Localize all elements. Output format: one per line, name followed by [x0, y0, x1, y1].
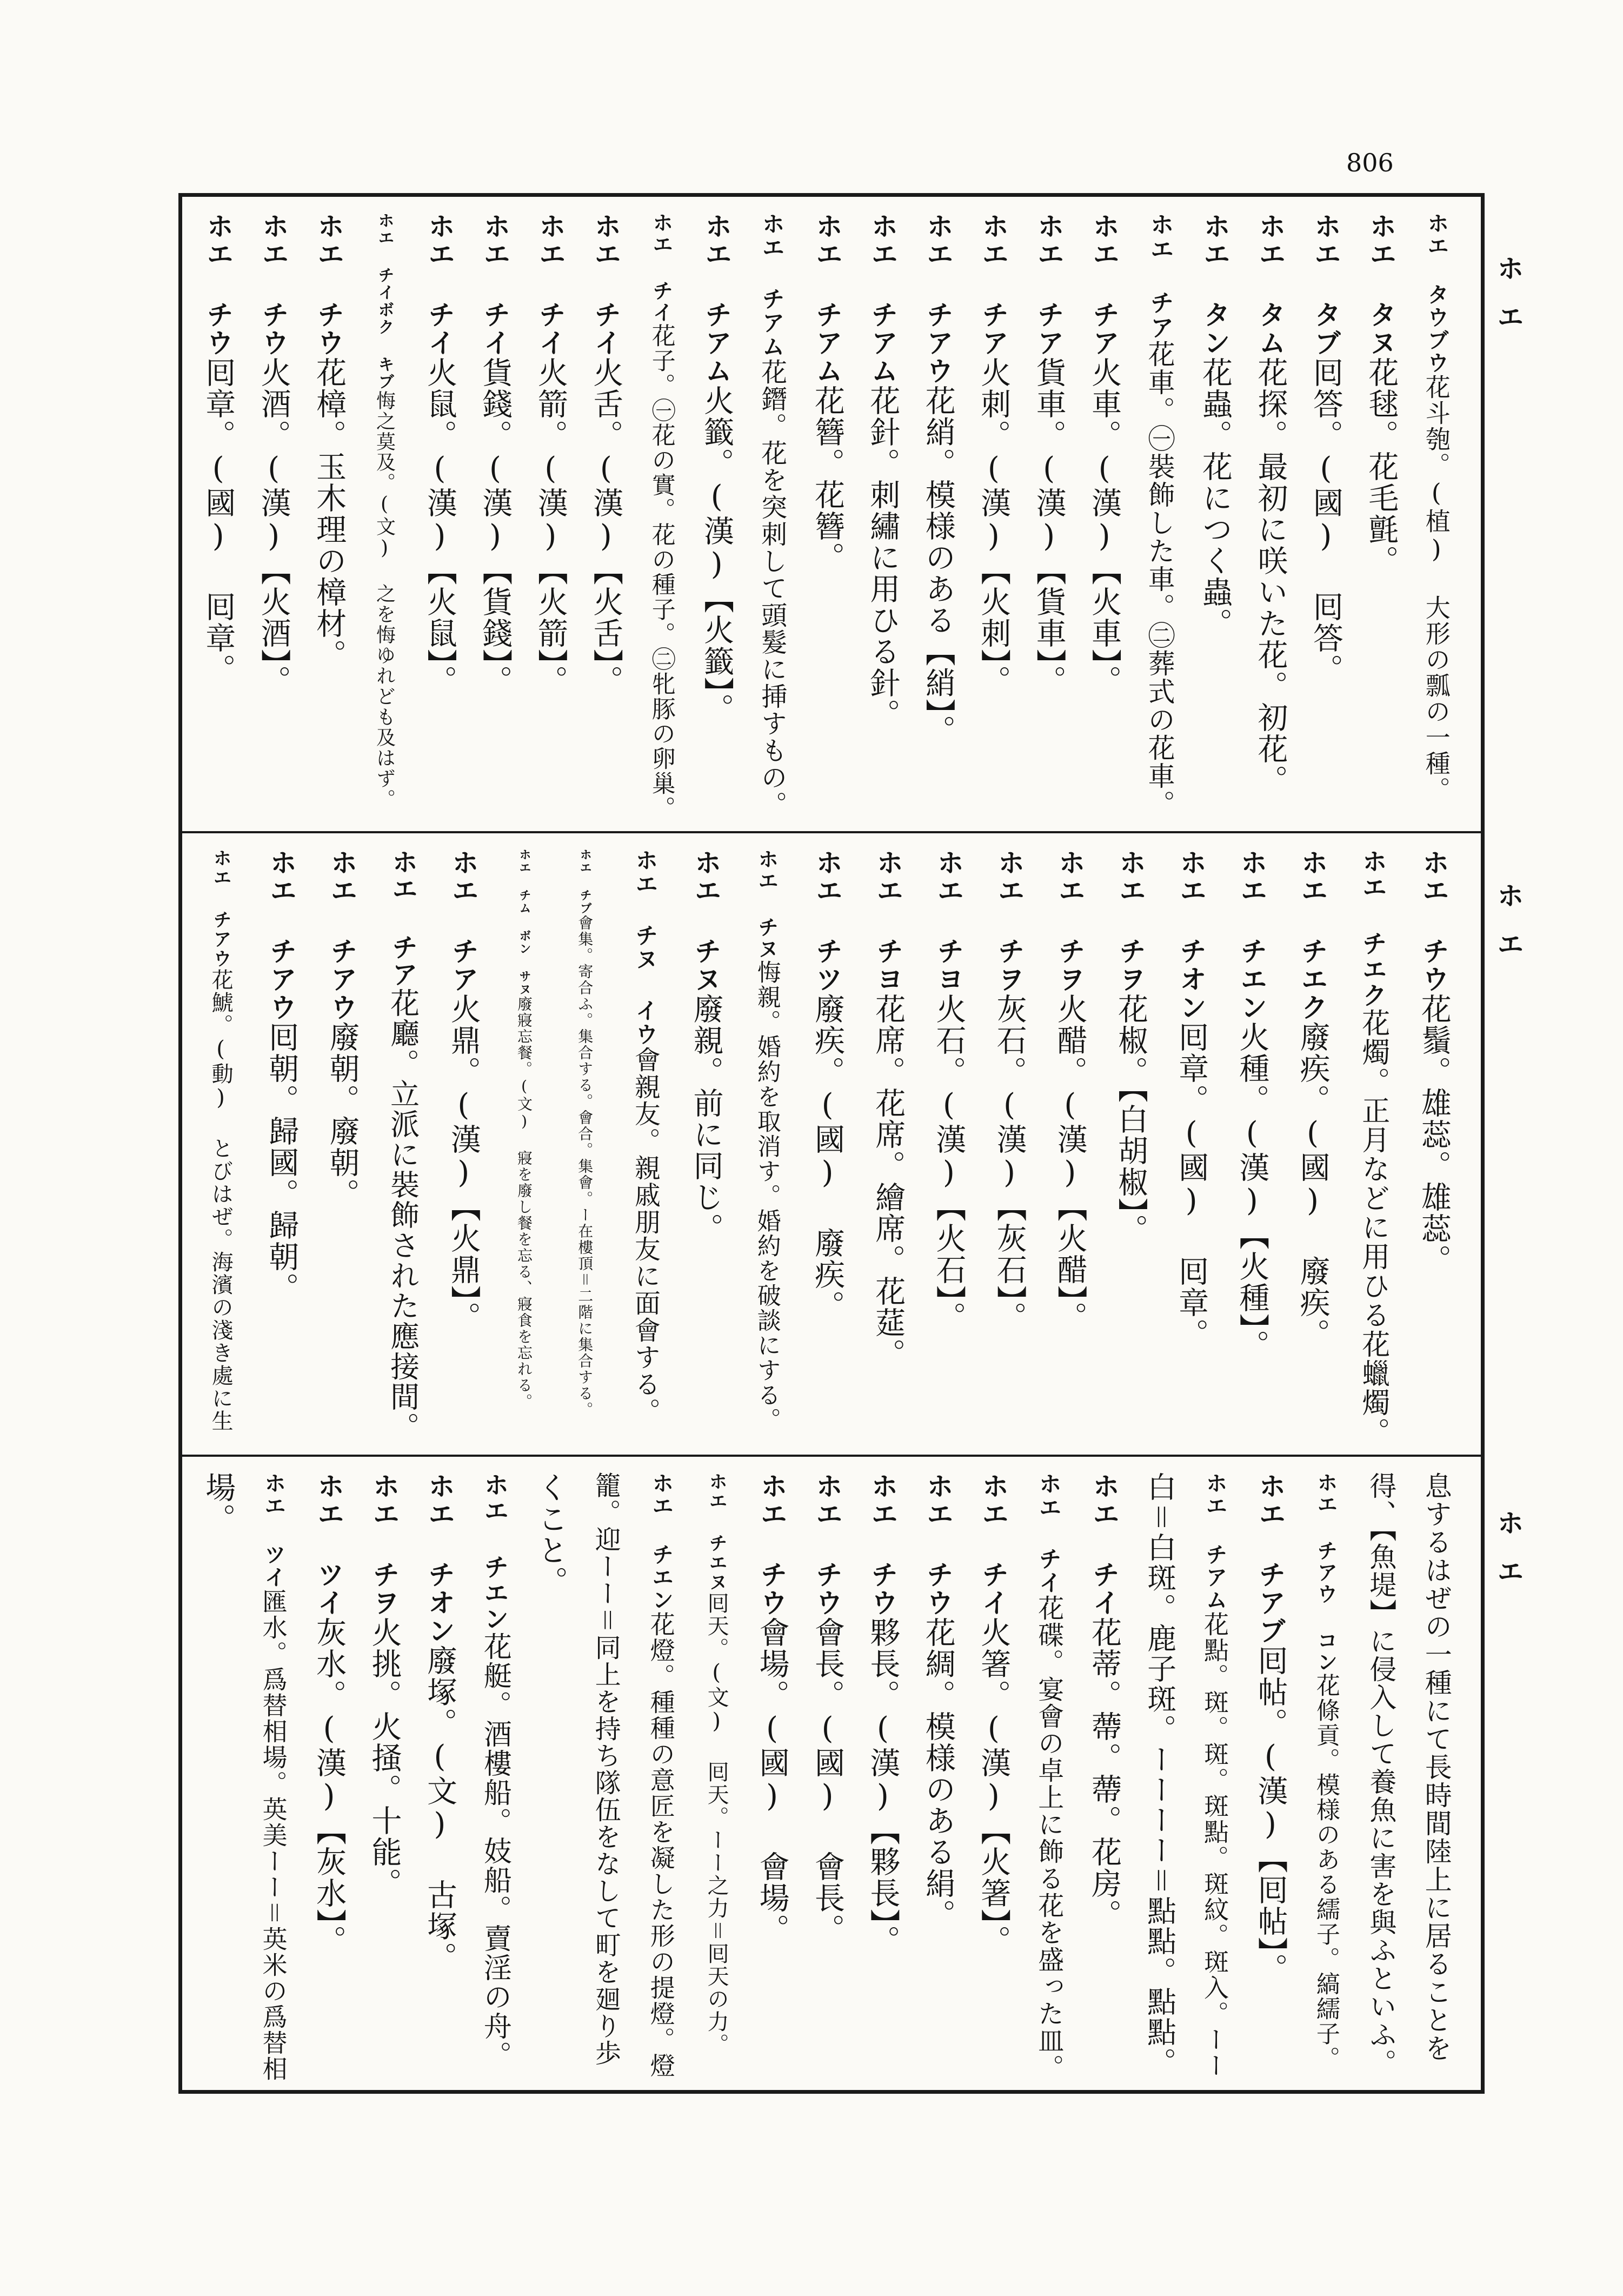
entry-reading: ホエ チアム	[759, 212, 786, 359]
entry-definition: 花廳。立派に裝飾された應接間。	[385, 988, 420, 1442]
entry-column	[697, 1472, 736, 2056]
entry-column	[1361, 1472, 1400, 2077]
entry-column	[697, 212, 736, 725]
entry-column	[309, 1472, 348, 1956]
entry-column	[198, 1472, 237, 1535]
entry-column	[201, 848, 240, 1432]
entry-column	[531, 1472, 570, 1597]
entry-reading: ホエ タン	[1199, 212, 1231, 357]
entry-column	[531, 212, 570, 696]
entry-definition: 囘帖。(漢)【囘帖】。	[1253, 1645, 1288, 1985]
entry-definition: 花綃。模様のある【綃】。	[920, 385, 956, 746]
entry-definition: 貨錢。(漢)【貨錢】。	[477, 357, 513, 696]
entry-definition: 會集。寄合ふ。集合する。會合。集會。ー在樓頂＝二階に集合する。	[576, 915, 594, 1418]
entry-reading: ホエ チム ボン サヌ	[517, 848, 531, 996]
entry-reading: ホエ チアム	[701, 212, 733, 385]
entry-column	[198, 212, 237, 685]
entry-definition: 花燭。正月などに用ひる花蠟燭。	[1356, 1008, 1389, 1446]
entry-reading: ホエ チイ	[590, 212, 622, 357]
entry-column	[254, 212, 293, 696]
entry-reading: ホエ チアウ	[265, 848, 297, 1021]
entry-reading: ホエ チヲ	[1114, 848, 1146, 993]
entry-column	[420, 1472, 459, 1973]
entry-column	[626, 848, 664, 1425]
entry-definition: 火刺。(漢)【火刺】。	[976, 357, 1012, 696]
entry-definition: 場。	[201, 1472, 236, 1535]
entry-column	[309, 212, 348, 671]
entry-reading: ホエ チツ	[812, 848, 843, 993]
entry-reading: ホエ チオン	[423, 1472, 455, 1645]
entry-reading: ホエ チウ	[313, 212, 345, 357]
entry-reading: ホエ チイ	[649, 212, 673, 323]
entry-definition: 花綢。模様のある絹。	[920, 1617, 956, 1930]
entry-definition: 夥長。(漢)【夥長】。	[865, 1617, 901, 1956]
entry-column	[919, 212, 957, 746]
entry-reading: ホエ チイ	[479, 212, 511, 357]
entry-reading: ホエ チア	[977, 212, 1009, 357]
entry-definition: 廢塚。(文) 古塚。	[422, 1645, 457, 1973]
entry-column	[322, 848, 361, 1210]
entry-definition: 火箭。(漢)【火箭】。	[533, 357, 568, 696]
entry-reading: ホエ チアウ	[326, 848, 358, 1021]
entry-reading: ホエ チウ	[756, 1472, 788, 1617]
entry-definition: 花子。㊀花の實。花の種子。㊁牝豚の卵巢。	[647, 323, 675, 821]
entry-column	[586, 1472, 625, 2067]
entry-definition: 白＝白斑。鹿子斑。ーーーー＝點點。點點。	[1142, 1472, 1177, 2078]
entry-column	[1140, 212, 1179, 818]
entry-reading: ホエ チウ	[257, 212, 289, 357]
entry-reading: ホエ チウ	[1418, 848, 1449, 993]
entry-definition: 囘章。(國) 囘章。	[1174, 1021, 1209, 1350]
entry-column	[808, 848, 847, 1322]
entry-definition: 花針。刺繡に用ひる針。	[865, 385, 901, 730]
entry-column	[475, 1472, 514, 2070]
entry-column	[1354, 848, 1393, 1446]
entry-column	[444, 848, 483, 1333]
entry-definition: 花席。花席。繪席。花莚。	[870, 993, 906, 1370]
entry-reading: ホエ チイボク キブ	[375, 212, 394, 390]
entry-definition: 籠。迎ーー＝同上を持ち隊伍をなして町を廻り歩	[590, 1472, 621, 2067]
entry-reading: ホエ タブ	[1309, 212, 1341, 357]
entry-reading: ホエ チオン	[1175, 848, 1207, 1021]
entry-reading: ホエ チア	[387, 848, 418, 988]
entry-definition: くこと。	[533, 1472, 568, 1597]
entry-column	[1250, 1472, 1289, 1985]
entry-definition: 廢寢忘餐。(文) 寢を廢し餐を忘る、寢食を忘れる。	[515, 996, 534, 1410]
entry-definition: 灰石。(漢)【灰石】。	[992, 993, 1027, 1333]
entry-definition: 花碟。宴會の卓上に飾る花を盛った皿。	[1033, 1595, 1064, 2081]
entry-column	[1417, 1472, 1456, 2062]
entry-definition: 火石。(漢)【火石】。	[931, 993, 967, 1333]
entry-reading: ホエ チヌ イウ	[632, 848, 659, 1046]
entry-reading: ホエ チアム	[1202, 1472, 1228, 1611]
entry-column	[1195, 1472, 1234, 2079]
entry-column	[1250, 212, 1289, 796]
entry-reading: ホエ チエン	[1236, 848, 1268, 1021]
entry-reading: ホエ チアウ	[210, 848, 232, 968]
entry-reading: ホエ チイ	[423, 212, 455, 357]
entry-column	[687, 848, 726, 1244]
entry-column	[919, 1472, 957, 1930]
section-heading: ホエ	[1493, 254, 1524, 351]
entry-column	[808, 212, 847, 573]
entry-column	[365, 1472, 404, 1899]
entry-reading: ホエ チア	[1033, 212, 1065, 357]
entry-reading: ホエ チイ	[1035, 1472, 1062, 1595]
entry-column	[504, 848, 543, 1410]
entry-definition: 花簪。花簪。	[810, 385, 845, 573]
entry-definition: 花蟲。花につく蟲。	[1198, 357, 1233, 639]
entry-reading: ホエ チアム	[867, 212, 899, 385]
entry-reading: ホエ チアウ	[922, 212, 954, 385]
entry-column	[1306, 212, 1345, 685]
entry-definition: 囘答。(國) 囘答。	[1308, 357, 1343, 685]
entry-column	[254, 1472, 293, 2082]
entry-column	[1111, 848, 1150, 1245]
entry-reading: ホエ タム	[1254, 212, 1286, 357]
entry-definition: 悔之莫及。(文) 之を悔ゆれども及はず。	[373, 390, 396, 809]
entry-column	[475, 212, 514, 696]
entry-reading: ホエ チウ	[812, 1472, 843, 1617]
entry-definition: 花鬚。雄蕊。雄蕊。	[1416, 993, 1452, 1276]
entry-reading: ホエ タウブウ	[1424, 212, 1449, 374]
entry-reading: ホエ チヲ	[368, 1472, 400, 1617]
entry-column	[1414, 848, 1453, 1276]
entry-definition: 會親友。親戚朋友に面會する。	[630, 1046, 661, 1425]
entry-definition: 花椒。【白胡椒】。	[1113, 993, 1148, 1245]
entry-column	[1029, 1472, 1068, 2081]
entry-column	[365, 212, 404, 809]
entry-definition: 廢疾。(國) 廢疾。	[810, 993, 845, 1322]
entry-definition: 得、【魚堤】に侵入して養魚に害を與ふといふ。	[1365, 1472, 1397, 2077]
entry-definition: 花鐕。花を突刺して頭髮に挿すもの。	[756, 359, 787, 818]
entry-column	[974, 212, 1013, 696]
entry-reading: ホエ チヲ	[993, 848, 1025, 993]
entry-band-middle	[184, 833, 1479, 1453]
entry-reading: ホエ チエク	[1296, 848, 1328, 1021]
entry-definition: 花樟。玉木理の樟材。	[311, 357, 347, 671]
entry-band-bottom	[184, 1457, 1479, 2091]
entry-column	[974, 1472, 1013, 1956]
entry-reading: ホエ ツイ	[261, 1472, 286, 1589]
entry-definition: 花探。最初に咲いた花。初花。	[1253, 357, 1288, 796]
entry-definition: 花毬。花毛氈。	[1363, 357, 1399, 576]
entry-column	[262, 848, 301, 1304]
entry-definition: 火車。(漢)【火車】。	[1087, 357, 1122, 696]
entry-column	[1361, 212, 1400, 576]
entry-reading: ホエ ツイ	[313, 1472, 345, 1617]
page-number: 806	[1346, 148, 1394, 177]
entry-definition: 火籤。(漢)【火籤】。	[699, 385, 735, 725]
entry-reading: ホエ チアム	[812, 212, 843, 385]
entry-column	[420, 212, 459, 696]
entry-column	[1232, 848, 1271, 1361]
section-heading: ホエ	[1493, 881, 1524, 979]
entry-definition: 廢朝。廢朝。	[324, 1021, 360, 1210]
entry-column	[1306, 1472, 1345, 2071]
entry-reading: ホエ チア	[447, 848, 479, 993]
entry-reading: ホエ タヌ	[1365, 212, 1397, 357]
entry-column	[1085, 1472, 1123, 1930]
entry-column	[642, 212, 681, 821]
entry-reading: ホエ チヨ	[933, 848, 965, 993]
entry-definition: 廢疾。(國) 廢疾。	[1295, 1021, 1331, 1350]
entry-definition: 火鼎。(漢)【火鼎】。	[445, 993, 481, 1333]
entry-reading: ホエ チエヌ	[706, 1472, 728, 1592]
entry-reading: ホエ チア	[1146, 212, 1174, 340]
entry-reading: ホエ チアブ	[1254, 1472, 1286, 1645]
entry-definition: 囘朝。歸國。歸朝。	[264, 1021, 300, 1304]
entry-column	[1085, 212, 1123, 696]
entry-reading: ホエ チエン	[480, 1472, 510, 1632]
entry-column	[1172, 848, 1210, 1350]
entry-definition: 花點。斑。斑。斑點。斑紋。斑入。ーー	[1200, 1611, 1230, 2079]
entry-definition: 花艇。酒樓船。妓船。賣淫の舟。	[478, 1632, 511, 2070]
entry-reading: ホエ チエク	[1358, 848, 1388, 1008]
entry-band-top	[184, 197, 1479, 830]
entry-reading: ホエ チウ	[922, 1472, 954, 1617]
entry-reading: ホエ チエン	[648, 1472, 674, 1611]
entry-definition: 會長。(國) 會長。	[810, 1617, 845, 1945]
entry-reading: ホエ チイ	[977, 1472, 1009, 1617]
entry-definition: 匯水。爲替相場。英美ーー＝英米の爲替相	[258, 1589, 288, 2082]
entry-column	[1050, 848, 1089, 1333]
entry-definition: 火箸。(漢)【火箸】。	[976, 1617, 1012, 1956]
entry-reading: ホエ チイ	[1088, 1472, 1120, 1617]
entry-definition: 火挑。火掻。十能。	[367, 1617, 402, 1899]
entry-definition: 花蒂。蔕。蔕。花房。	[1087, 1617, 1122, 1930]
entry-definition: 火醋。(漢)【火醋】。	[1052, 993, 1088, 1333]
entry-definition: 息するはぜの一種にて長時間陸上に居ることを	[1420, 1472, 1452, 2062]
section-heading: ホエ	[1493, 1509, 1524, 1606]
entry-column	[1195, 212, 1234, 639]
entry-column	[1293, 848, 1332, 1350]
entry-column	[863, 212, 902, 730]
entry-column	[929, 848, 968, 1333]
entry-reading: ホエ チアウ コン	[1313, 1472, 1338, 1673]
entry-definition: 囘章。(國) 囘章。	[201, 357, 236, 685]
entry-reading: ホエ チウ	[202, 212, 234, 357]
entry-reading: ホエ チウ	[867, 1472, 899, 1617]
entry-reading: ホエ チイ	[534, 212, 566, 357]
entry-reading: ホエ チブ	[578, 848, 592, 915]
entry-column	[990, 848, 1029, 1333]
entry-definition: 悔親。婚約を取消す。婚約を破談にする。	[753, 960, 781, 1432]
entry-reading: ホエ チア	[1088, 212, 1120, 357]
entry-definition: 花條貢。模様のある繻子。縞繻子。	[1312, 1673, 1340, 2071]
entry-reading: ホエ チヌ	[690, 848, 722, 993]
entry-reading: ホエ チヌ	[754, 848, 779, 960]
entry-column	[753, 1472, 791, 1945]
entry-definition: 廢親。前に同じ。	[688, 993, 724, 1244]
entry-definition: 花鯱。(動) とびはぜ。海濱の淺き處に生	[208, 968, 234, 1432]
entry-definition: 花車。㊀裝飾した車。㊁葬式の花車。	[1143, 340, 1175, 818]
entry-definition: 會場。(國) 會場。	[754, 1617, 790, 1945]
entry-column	[753, 212, 791, 818]
entry-column	[808, 1472, 847, 1945]
entry-column	[565, 848, 604, 1418]
entry-column	[1140, 1472, 1179, 2078]
entry-definition: 囘天。(文) 囘天。ーー之力＝囘天の力。	[704, 1592, 729, 2056]
entry-definition: 火種。(漢)【火種】。	[1234, 1021, 1270, 1361]
entry-column	[747, 848, 786, 1432]
entry-definition: 貨車。(漢)【貨車】。	[1031, 357, 1067, 696]
entry-column	[642, 1472, 681, 2079]
entry-definition: 灰水。(漢)【灰水】。	[311, 1617, 347, 1956]
entry-column	[1029, 212, 1068, 696]
entry-column	[863, 1472, 902, 1956]
entry-column	[383, 848, 422, 1442]
entry-definition: 花斗匏。(植) 大形の瓢の一種。	[1421, 374, 1451, 802]
entry-reading: ホエ チヨ	[872, 848, 904, 993]
entry-column	[586, 212, 625, 696]
entry-column	[1417, 212, 1456, 802]
entry-definition: 火舌。(漢)【火舌】。	[588, 357, 624, 696]
entry-column	[868, 848, 907, 1370]
entry-definition: 花燈。種種の意匠を凝した形の提燈。燈	[646, 1611, 676, 2079]
entry-definition: 火鼠。(漢)【火鼠】。	[422, 357, 457, 696]
entry-definition: 火酒。(漢)【火酒】。	[256, 357, 291, 696]
entry-reading: ホエ チヲ	[1054, 848, 1086, 993]
